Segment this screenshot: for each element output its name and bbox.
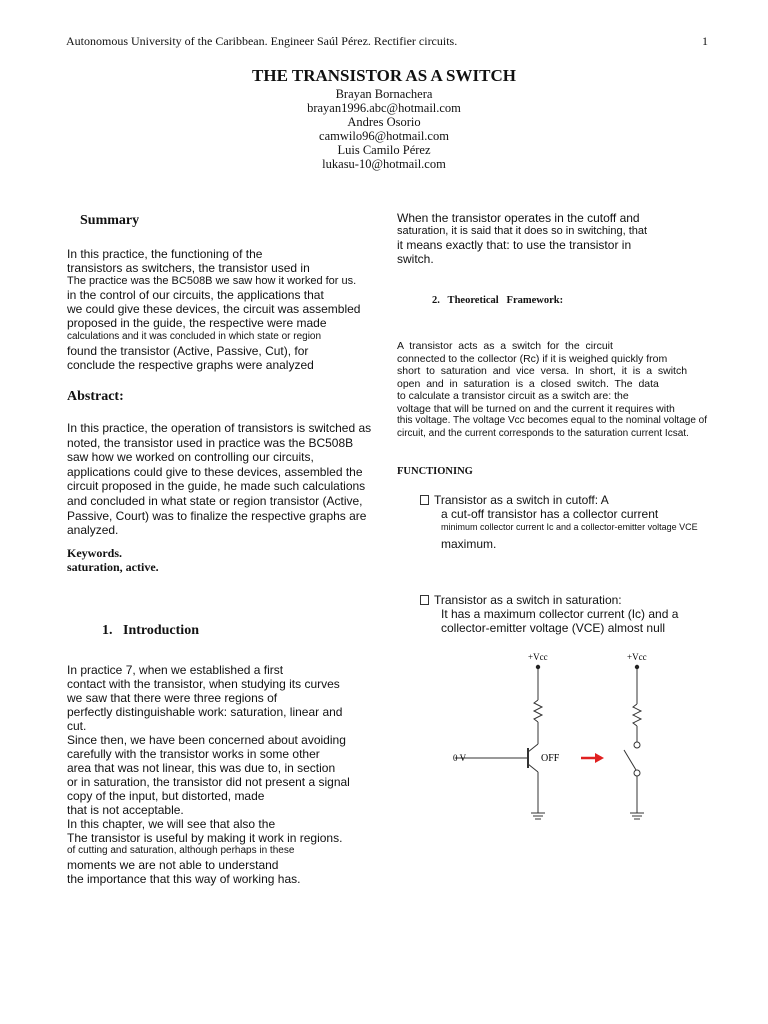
theory-body bbox=[397, 340, 707, 440]
intro-line: Since then, we have been concerned about avoiding bbox=[67, 733, 346, 747]
transistor-state-label: OFF bbox=[541, 753, 560, 764]
wire bbox=[528, 764, 538, 772]
paper-title: THE TRANSISTOR AS A SWITCH bbox=[252, 66, 516, 85]
intro-line: area that was not linear, this was due to, in section bbox=[67, 761, 336, 775]
intro-line: The transistor is useful by making it work in regions. bbox=[67, 831, 343, 845]
abstract-line: Passive, Court) was to finalize the respective graphs are bbox=[67, 508, 367, 523]
vcc-node-icon bbox=[536, 665, 540, 669]
theory-line: voltage that will be turned on and the current it requires with bbox=[397, 402, 675, 415]
intro-line: contact with the transistor, when studying its curves bbox=[67, 677, 340, 691]
abstract-line: noted, the transistor used in practice was the BC508B bbox=[67, 435, 354, 450]
intro-line: the importance that this way of working has. bbox=[67, 872, 301, 886]
summary-line: In this practice, the functioning of the bbox=[67, 247, 263, 261]
vcc-label: +Vcc bbox=[627, 652, 647, 662]
bullet-saturation bbox=[420, 593, 678, 635]
theory-line: A transistor acts as a switch for the circuit bbox=[397, 340, 613, 352]
theory-line: short to saturation and vice versa. In short, it is a switch bbox=[397, 365, 688, 377]
theory-line: connected to the collector (Rc) if it is weighed quickly from bbox=[397, 352, 668, 365]
summary-heading: Summary bbox=[80, 213, 140, 228]
author-email[interactable]: brayan1996.abc@hotmail.com bbox=[307, 101, 461, 115]
arrow-right-icon bbox=[581, 753, 604, 763]
bullet-saturation-line: It has a maximum collector current (Ic) and a bbox=[441, 607, 679, 621]
keywords-heading: Keywords. bbox=[67, 546, 122, 560]
intro-line: perfectly distinguishable work: saturation, linear and bbox=[67, 705, 343, 719]
summary-line: calculations and it was concluded in which state or region bbox=[67, 331, 322, 342]
input-voltage-label: 0 V bbox=[453, 753, 467, 763]
theory-line: to calculate a transistor circuit as a switch are: the bbox=[397, 390, 629, 402]
intro-line: cut. bbox=[67, 719, 87, 733]
functioning-heading: FUNCTIONING bbox=[397, 466, 473, 477]
right-intro-line: it means exactly that: to use the transistor in bbox=[397, 238, 632, 252]
keywords-block bbox=[67, 546, 159, 574]
author-name: Brayan Bornachera bbox=[335, 87, 433, 101]
abstract-line: In this practice, the operation of transistors is switched as bbox=[67, 421, 372, 435]
page-number: 1 bbox=[702, 34, 708, 48]
summary-line: in the control of our circuits, the applications that bbox=[67, 288, 324, 302]
bullet-cutoff bbox=[420, 493, 698, 551]
intro-line: In practice 7, when we established a first bbox=[67, 663, 284, 677]
theory-line: circuit, and the current corresponds to the saturation current Icsat. bbox=[397, 427, 689, 439]
bullet-cutoff-line: a cut-off transistor has a collector current bbox=[441, 507, 659, 521]
introduction-heading: 1. Introduction bbox=[102, 623, 199, 638]
abstract-line: and concluded in what state or region transistor (Active, bbox=[67, 493, 363, 508]
abstract-line: saw how we worked on controlling our circuits, bbox=[67, 450, 314, 465]
bullet-box-icon bbox=[420, 495, 429, 505]
keywords-value: saturation, active. bbox=[67, 560, 159, 574]
abstract-line: applications could give to these devices, assembled the bbox=[67, 464, 363, 479]
resistor-icon bbox=[633, 704, 641, 726]
title-block bbox=[0, 66, 768, 171]
right-intro-line: When the transistor operates in the cutoff and bbox=[397, 211, 640, 225]
wire bbox=[528, 744, 538, 752]
abstract-line: analyzed. bbox=[67, 523, 119, 538]
abstract-line: circuit proposed in the guide, he made such calculations bbox=[67, 479, 366, 494]
bullet-cutoff-line: maximum. bbox=[441, 537, 497, 551]
author-list bbox=[0, 87, 768, 171]
author-email[interactable]: lukasu-10@hotmail.com bbox=[322, 157, 446, 171]
theory-heading: 2. Theoretical Framework: bbox=[432, 295, 564, 306]
intro-line: or in saturation, the transistor did not present a signal bbox=[67, 775, 350, 789]
running-header: Autonomous University of the Caribbean. Engineer Saúl Pérez. Rectifier circuits. bbox=[66, 34, 458, 48]
switch-contact-icon bbox=[634, 742, 640, 748]
bullet-saturation-title: Transistor as a switch in saturation: bbox=[434, 593, 622, 607]
bullet-cutoff-line: minimum collector current Ic and a collector-emitter voltage VCE bbox=[441, 522, 698, 532]
author-name: Andres Osorio bbox=[347, 115, 421, 129]
intro-line: copy of the input, but distorted, made bbox=[67, 789, 265, 803]
vcc-node-icon bbox=[635, 665, 639, 669]
theory-line: open and in saturation is a closed switch. The data bbox=[397, 377, 659, 390]
summary-line: conclude the respective graphs were analyzed bbox=[67, 358, 314, 372]
bullet-box-icon bbox=[420, 595, 429, 605]
introduction-body bbox=[67, 663, 350, 886]
intro-line: moments we are not able to understand bbox=[67, 858, 279, 872]
theory-line: this voltage. The voltage Vcc becomes equal to the nominal voltage of bbox=[397, 415, 708, 426]
switch-contact-icon bbox=[634, 770, 640, 776]
intro-line: we saw that there were three regions of bbox=[67, 691, 278, 705]
intro-line: carefully with the transistor works in some other bbox=[67, 747, 320, 761]
intro-line: of cutting and saturation, although perhaps in these bbox=[67, 845, 295, 856]
right-intro-body bbox=[397, 211, 647, 266]
bullet-cutoff-title: Transistor as a switch in cutoff: A bbox=[434, 493, 609, 507]
summary-line: we could give these devices, the circuit was assembled bbox=[67, 302, 361, 316]
right-intro-line: switch. bbox=[397, 252, 434, 266]
author-name: Luis Camilo Pérez bbox=[337, 143, 431, 157]
abstract-body bbox=[67, 421, 371, 538]
abstract-heading: Abstract: bbox=[67, 389, 124, 404]
summary-body bbox=[67, 247, 360, 372]
intro-line: In this chapter, we will see that also the bbox=[67, 817, 276, 831]
summary-line: proposed in the guide, the respective were made bbox=[67, 316, 327, 330]
summary-line: found the transistor (Active, Passive, Cut), for bbox=[67, 344, 309, 358]
summary-line: The practice was the BC508B we saw how it worked for us. bbox=[67, 275, 357, 287]
switch-circuit-figure bbox=[440, 648, 670, 833]
author-email[interactable]: camwilo96@hotmail.com bbox=[319, 129, 449, 143]
vcc-label: +Vcc bbox=[528, 652, 548, 662]
right-intro-line: saturation, it is said that it does so in switching, that bbox=[397, 225, 648, 237]
summary-line: transistors as switchers, the transistor used in bbox=[67, 261, 310, 275]
resistor-icon bbox=[534, 700, 542, 722]
bullet-saturation-line: collector-emitter voltage (VCE) almost null bbox=[441, 621, 666, 635]
open-switch-icon bbox=[624, 750, 636, 770]
intro-line: that is not acceptable. bbox=[67, 803, 184, 817]
